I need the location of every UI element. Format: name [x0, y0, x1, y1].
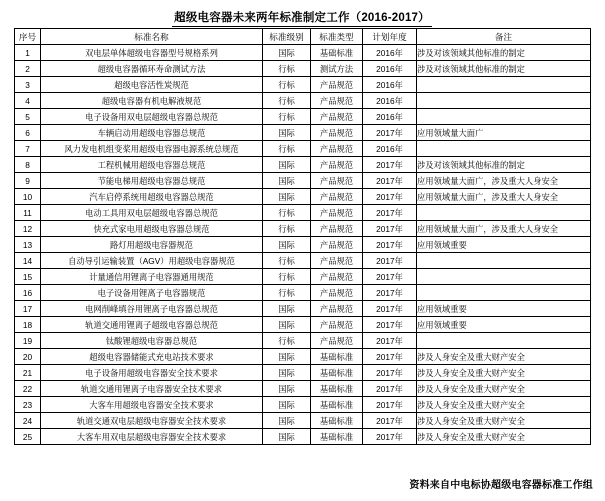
cell-plan-year: 2017年 [363, 365, 417, 381]
cell-index: 3 [15, 77, 41, 93]
cell-note: 应用领域重要 [417, 301, 591, 317]
table-row [15, 173, 591, 189]
cell-note [417, 253, 591, 269]
cell-standard-level: 行标 [263, 253, 311, 269]
table-row [15, 109, 591, 125]
table-header-row [15, 29, 591, 45]
cell-standard-name: 自动导引运输装置（AGV）用超级电容器规范 [41, 253, 263, 269]
cell-index: 19 [15, 333, 41, 349]
cell-standard-type: 产品规范 [311, 157, 363, 173]
cell-standard-level: 行标 [263, 61, 311, 77]
cell-standard-level: 国际 [263, 301, 311, 317]
cell-standard-level: 行标 [263, 333, 311, 349]
cell-standard-name: 电动工具用双电层超级电容器总规范 [41, 205, 263, 221]
table-header [15, 29, 591, 45]
cell-standard-type: 产品规范 [311, 317, 363, 333]
cell-note: 涉及人身安全及重大财产安全 [417, 397, 591, 413]
cell-index: 11 [15, 205, 41, 221]
table-body [15, 45, 591, 445]
table-row [15, 61, 591, 77]
cell-note: 涉及人身安全及重大财产安全 [417, 429, 591, 445]
cell-standard-name: 电子设备用锂离子电容器规范 [41, 285, 263, 301]
table-row [15, 429, 591, 445]
cell-note [417, 141, 591, 157]
cell-index: 8 [15, 157, 41, 173]
cell-index: 15 [15, 269, 41, 285]
cell-note [417, 285, 591, 301]
cell-plan-year: 2016年 [363, 141, 417, 157]
cell-standard-type: 产品规范 [311, 333, 363, 349]
table-row [15, 157, 591, 173]
cell-plan-year: 2017年 [363, 349, 417, 365]
cell-standard-type: 基础标准 [311, 45, 363, 61]
cell-index: 13 [15, 237, 41, 253]
cell-standard-type: 产品规范 [311, 205, 363, 221]
cell-plan-year: 2017年 [363, 317, 417, 333]
cell-plan-year: 2017年 [363, 301, 417, 317]
title-container [14, 8, 590, 27]
cell-note [417, 77, 591, 93]
cell-plan-year: 2017年 [363, 285, 417, 301]
cell-standard-name: 大客车用双电层超级电容器安全技术要求 [41, 429, 263, 445]
cell-standard-name: 超级电容器有机电解液规范 [41, 93, 263, 109]
table-row [15, 333, 591, 349]
cell-standard-level: 行标 [263, 205, 311, 221]
cell-note: 涉及人身安全及重大财产安全 [417, 381, 591, 397]
cell-index: 1 [15, 45, 41, 61]
cell-standard-type: 产品规范 [311, 125, 363, 141]
cell-plan-year: 2016年 [363, 45, 417, 61]
cell-standard-name: 汽车启停系统用超级电容器总规范 [41, 189, 263, 205]
cell-plan-year: 2017年 [363, 237, 417, 253]
cell-standard-type: 基础标准 [311, 413, 363, 429]
page-title: 超级电容器未来两年标准制定工作（2016-2017） [172, 11, 432, 27]
cell-standard-level: 行标 [263, 221, 311, 237]
cell-note [417, 93, 591, 109]
cell-plan-year: 2017年 [363, 189, 417, 205]
cell-standard-name: 超级电容器循环寿命测试方法 [41, 61, 263, 77]
table-row [15, 365, 591, 381]
cell-note: 涉及人身安全及重大财产安全 [417, 413, 591, 429]
cell-index: 16 [15, 285, 41, 301]
cell-plan-year: 2017年 [363, 205, 417, 221]
cell-plan-year: 2017年 [363, 157, 417, 173]
column-header-type: 标准类型 [311, 29, 363, 45]
cell-plan-year: 2016年 [363, 77, 417, 93]
table-row [15, 269, 591, 285]
cell-plan-year: 2016年 [363, 109, 417, 125]
table-row [15, 189, 591, 205]
table-row [15, 285, 591, 301]
cell-standard-type: 测试方法 [311, 61, 363, 77]
table-row [15, 125, 591, 141]
cell-index: 24 [15, 413, 41, 429]
cell-standard-name: 轨道交通用锂离子电容器安全技术要求 [41, 381, 263, 397]
cell-standard-level: 国际 [263, 397, 311, 413]
cell-standard-level: 行标 [263, 77, 311, 93]
cell-plan-year: 2017年 [363, 173, 417, 189]
cell-note: 应用领域量大面广 [417, 125, 591, 141]
cell-standard-name: 超级电容器储能式充电站技术要求 [41, 349, 263, 365]
cell-note [417, 333, 591, 349]
cell-standard-name: 风力发电机组变桨用超级电容器电源系统总规范 [41, 141, 263, 157]
cell-standard-type: 产品规范 [311, 141, 363, 157]
table-row [15, 237, 591, 253]
cell-standard-level: 行标 [263, 93, 311, 109]
standards-table [14, 28, 591, 445]
cell-standard-name: 钛酸锂超级电容器总规范 [41, 333, 263, 349]
table-row [15, 381, 591, 397]
cell-standard-level: 国际 [263, 173, 311, 189]
cell-standard-level: 国际 [263, 429, 311, 445]
table-row [15, 317, 591, 333]
cell-standard-level: 行标 [263, 141, 311, 157]
cell-standard-type: 产品规范 [311, 253, 363, 269]
cell-standard-type: 产品规范 [311, 301, 363, 317]
cell-index: 20 [15, 349, 41, 365]
cell-standard-name: 计量通信用锂离子电容器通用规范 [41, 269, 263, 285]
cell-standard-level: 行标 [263, 109, 311, 125]
cell-standard-type: 基础标准 [311, 429, 363, 445]
cell-index: 4 [15, 93, 41, 109]
source-footer: 资料来自中电标协超级电容器标准工作组 [409, 480, 593, 491]
cell-standard-type: 产品规范 [311, 93, 363, 109]
cell-index: 7 [15, 141, 41, 157]
cell-note: 应用领域重要 [417, 317, 591, 333]
cell-plan-year: 2017年 [363, 413, 417, 429]
cell-plan-year: 2016年 [363, 93, 417, 109]
cell-index: 17 [15, 301, 41, 317]
cell-index: 6 [15, 125, 41, 141]
cell-standard-level: 国际 [263, 237, 311, 253]
column-header-level: 标准级别 [263, 29, 311, 45]
table-row [15, 413, 591, 429]
cell-standard-level: 国际 [263, 349, 311, 365]
cell-standard-type: 产品规范 [311, 173, 363, 189]
cell-plan-year: 2017年 [363, 397, 417, 413]
cell-standard-level: 国际 [263, 189, 311, 205]
cell-standard-name: 车辆启动用超级电容器总规范 [41, 125, 263, 141]
table-row [15, 45, 591, 61]
cell-standard-name: 双电层单体超级电容器型号规格系列 [41, 45, 263, 61]
cell-plan-year: 2017年 [363, 269, 417, 285]
table-row [15, 77, 591, 93]
cell-plan-year: 2017年 [363, 381, 417, 397]
cell-standard-name: 轨道交通用锂离子超级电容器总规范 [41, 317, 263, 333]
cell-index: 18 [15, 317, 41, 333]
column-header-index: 序号 [15, 29, 41, 45]
cell-standard-name: 电子设备用双电层超级电容器总规范 [41, 109, 263, 125]
cell-note: 涉及人身安全及重大财产安全 [417, 365, 591, 381]
cell-standard-type: 产品规范 [311, 77, 363, 93]
table-row [15, 93, 591, 109]
cell-index: 14 [15, 253, 41, 269]
table-row [15, 141, 591, 157]
cell-standard-level: 国际 [263, 413, 311, 429]
cell-standard-type: 产品规范 [311, 221, 363, 237]
cell-note: 涉及对该领域其他标准的制定 [417, 45, 591, 61]
cell-plan-year: 2017年 [363, 333, 417, 349]
column-header-note: 备注 [417, 29, 591, 45]
table-row [15, 397, 591, 413]
cell-plan-year: 2017年 [363, 253, 417, 269]
cell-standard-type: 基础标准 [311, 397, 363, 413]
cell-standard-level: 行标 [263, 269, 311, 285]
cell-note: 应用领域量大面广，涉及重大人身安全 [417, 173, 591, 189]
cell-standard-type: 基础标准 [311, 365, 363, 381]
cell-note: 应用领域量大面广，涉及重大人身安全 [417, 189, 591, 205]
cell-standard-type: 产品规范 [311, 285, 363, 301]
cell-index: 2 [15, 61, 41, 77]
cell-index: 23 [15, 397, 41, 413]
cell-standard-name: 工程机械用超级电容器总规范 [41, 157, 263, 173]
cell-note [417, 205, 591, 221]
cell-index: 5 [15, 109, 41, 125]
cell-index: 9 [15, 173, 41, 189]
cell-note: 涉及对该领域其他标准的制定 [417, 61, 591, 77]
cell-standard-name: 大客车用超级电容器安全技术要求 [41, 397, 263, 413]
cell-standard-type: 产品规范 [311, 189, 363, 205]
cell-index: 22 [15, 381, 41, 397]
cell-standard-name: 超级电容活性炭规范 [41, 77, 263, 93]
cell-index: 21 [15, 365, 41, 381]
table-row [15, 349, 591, 365]
cell-standard-type: 产品规范 [311, 109, 363, 125]
table-row [15, 221, 591, 237]
cell-note [417, 109, 591, 125]
cell-standard-type: 基础标准 [311, 381, 363, 397]
cell-standard-name: 电子设备用超级电容器安全技术要求 [41, 365, 263, 381]
cell-standard-type: 产品规范 [311, 269, 363, 285]
cell-standard-name: 电网削峰填谷用锂离子电容器总规范 [41, 301, 263, 317]
cell-note [417, 269, 591, 285]
table-row [15, 301, 591, 317]
cell-standard-level: 国际 [263, 381, 311, 397]
cell-standard-name: 路灯用超级电容器规范 [41, 237, 263, 253]
cell-plan-year: 2017年 [363, 429, 417, 445]
cell-index: 10 [15, 189, 41, 205]
cell-note: 涉及人身安全及重大财产安全 [417, 349, 591, 365]
cell-standard-type: 产品规范 [311, 237, 363, 253]
cell-note: 应用领域量大面广，涉及重大人身安全 [417, 221, 591, 237]
table-row [15, 205, 591, 221]
cell-index: 25 [15, 429, 41, 445]
cell-standard-level: 国际 [263, 45, 311, 61]
cell-standard-name: 快充式家电用超级电容器总规范 [41, 221, 263, 237]
table-row [15, 253, 591, 269]
cell-standard-level: 国际 [263, 317, 311, 333]
column-header-year: 计划年度 [363, 29, 417, 45]
cell-standard-name: 节能电梯用超级电容器总规范 [41, 173, 263, 189]
cell-plan-year: 2017年 [363, 221, 417, 237]
cell-note: 应用领域重要 [417, 237, 591, 253]
cell-note: 涉及对该领域其他标准的制定 [417, 157, 591, 173]
cell-index: 12 [15, 221, 41, 237]
cell-standard-level: 国际 [263, 365, 311, 381]
column-header-name: 标准名称 [41, 29, 263, 45]
cell-standard-level: 国际 [263, 125, 311, 141]
cell-standard-level: 行标 [263, 285, 311, 301]
cell-standard-level: 国际 [263, 157, 311, 173]
cell-plan-year: 2017年 [363, 125, 417, 141]
cell-standard-name: 轨道交通双电层超级电容器安全技术要求 [41, 413, 263, 429]
cell-plan-year: 2016年 [363, 61, 417, 77]
cell-standard-type: 基础标准 [311, 349, 363, 365]
